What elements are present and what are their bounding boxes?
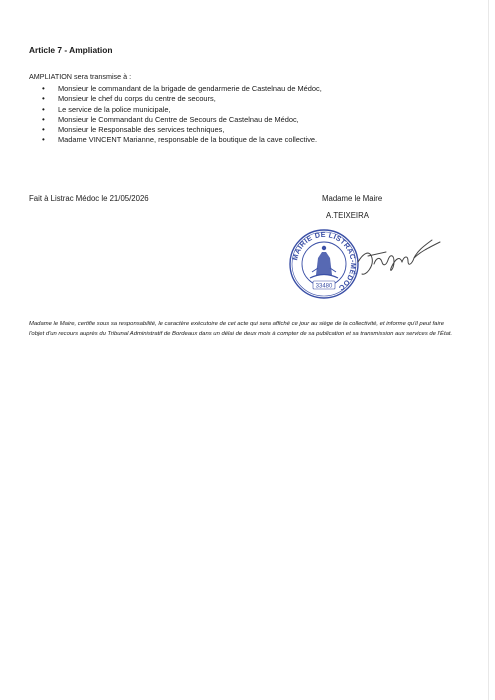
signatory-name: A.TEIXEIRA (326, 211, 369, 220)
legal-notice: Madame le Maire, certifie sous sa responsabilité, le caractère exécutoire de cet acte qui sera affiché ce jour au siège de la collectivité, et informe qu'il peut faire l'objet d'un recours auprès du Tribunal Administratif de Bordeaux dans un délai de deux mois à compter de sa publication et sa transmission aux services de l'État. (29, 321, 453, 337)
recipient-item: • Monsieur le commandant de la brigade de gendarmerie de Castelnau de Médoc, (40, 84, 322, 94)
recipient-item: • Monsieur le Responsable des services techniques, (40, 125, 322, 135)
stamp-text: MAIRIE DE LISTRAC-MÉDOC (290, 229, 359, 293)
ampliation-intro: AMPLIATION sera transmise à : (29, 72, 132, 81)
recipient-item: • Monsieur le Commandant du Centre de Secours de Castelnau de Médoc, (40, 115, 322, 125)
stamp-emblem (310, 246, 338, 278)
page-edge (488, 0, 489, 700)
done-at-line: Fait à Listrac Médoc le 21/05/2026 (29, 194, 149, 203)
recipient-item: • Monsieur le chef du corps du centre de secours, (40, 94, 322, 104)
article-title: Article 7 - Ampliation (29, 45, 113, 55)
recipient-item: • Madame VINCENT Marianne, responsable de la boutique de la cave collective. (40, 135, 322, 145)
signatory-role: Madame le Maire (322, 194, 383, 203)
mayor-signature (352, 222, 442, 292)
town-hall-stamp (288, 228, 360, 300)
recipient-list (40, 84, 322, 146)
recipient-item: • Le service de la police municipale, (40, 105, 322, 115)
stamp-postcode: 33480 (315, 283, 333, 290)
